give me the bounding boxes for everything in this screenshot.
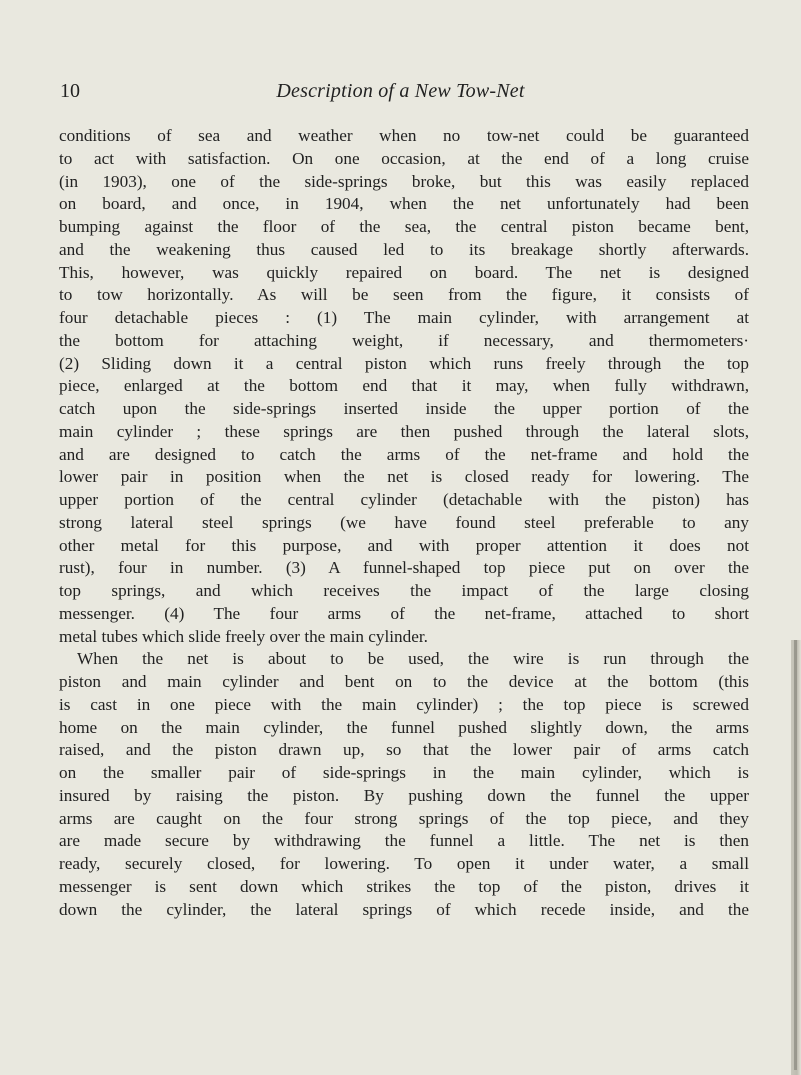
page-number: 10 <box>60 80 80 102</box>
text-line: ready, securely closed, for lowering. To open it under water, a small <box>59 854 749 873</box>
text-line: to tow horizontally. As will be seen from the figure, it consists of <box>59 285 749 305</box>
text-line: down the cylinder, the lateral springs of which recede inside, and the <box>59 899 749 919</box>
text-line: When the net is about to be used, the wire is run through the <box>77 649 749 669</box>
text-line: metal tubes which slide freely over the main cylinder. <box>59 626 428 646</box>
text-line: catch upon the side-springs inserted inside the upper portion of the <box>59 399 749 418</box>
text-line: arms are caught on the four strong springs of the top piece, and they <box>59 808 749 828</box>
text-line: bumping against the floor of the sea, the central piston became bent, <box>59 217 749 236</box>
text-line: rust), four in number. (3) A funnel-shaped top piece put on over the <box>59 558 749 578</box>
text-line: four detachable pieces : (1) The main cylinder, with arrangement at <box>59 308 749 327</box>
text-line: on board, and once, in 1904, when the net unfortunately had been <box>59 194 749 214</box>
page-header <box>0 78 801 104</box>
body-text <box>59 125 749 921</box>
page-edge-line <box>794 640 797 1070</box>
text-line: This, however, was quickly repaired on board. The net is designed <box>59 262 749 282</box>
text-line: on the smaller pair of side-springs in the main cylinder, which is <box>59 763 749 782</box>
text-line: lower pair in position when the net is closed ready for lowering. The <box>59 467 749 487</box>
text-line: home on the main cylinder, the funnel pushed slightly down, the arms <box>59 717 749 737</box>
text-line: messenger is sent down which strikes the top of the piston, drives it <box>59 876 749 896</box>
text-line: and are designed to catch the arms of the net-frame and hold the <box>59 444 749 464</box>
text-line: other metal for this purpose, and with proper attention it does not <box>59 535 749 555</box>
text-line: piece, enlarged at the bottom end that it may, when fully withdrawn, <box>59 376 749 396</box>
text-line: the bottom for attaching weight, if necessary, and thermometers· <box>59 330 749 350</box>
text-line: strong lateral steel springs (we have found steel preferable to any <box>59 512 749 532</box>
text-line: insured by raising the piston. By pushing down the funnel the upper <box>59 785 749 805</box>
text-line: (in 1903), one of the side-springs broke, but this was easily replaced <box>59 171 749 191</box>
text-line: raised, and the piston drawn up, so that the lower pair of arms catch <box>59 740 749 760</box>
text-line: main cylinder ; these springs are then pushed through the lateral slots, <box>59 421 749 441</box>
text-line: to act with satisfaction. On one occasion, at the end of a long cruise <box>59 148 749 168</box>
text-line: upper portion of the central cylinder (detachable with the piston) has <box>59 490 749 509</box>
text-line: top springs, and which receives the impact of the large closing <box>59 581 749 600</box>
text-line: messenger. (4) The four arms of the net-frame, attached to short <box>59 603 749 623</box>
running-title: Description of a New Tow-Net <box>276 80 525 102</box>
text-line: and the weakening thus caused led to its breakage shortly afterwards. <box>59 239 749 259</box>
text-line: are made secure by withdrawing the funnel a little. The net is then <box>59 831 749 851</box>
text-line: is cast in one piece with the main cylinder) ; the top piece is screwed <box>59 694 749 714</box>
text-line: conditions of sea and weather when no tow-net could be guaranteed <box>59 126 749 145</box>
text-line: piston and main cylinder and bent on to the device at the bottom (this <box>59 672 749 691</box>
text-line: (2) Sliding down it a central piston which runs freely through the top <box>59 353 749 373</box>
